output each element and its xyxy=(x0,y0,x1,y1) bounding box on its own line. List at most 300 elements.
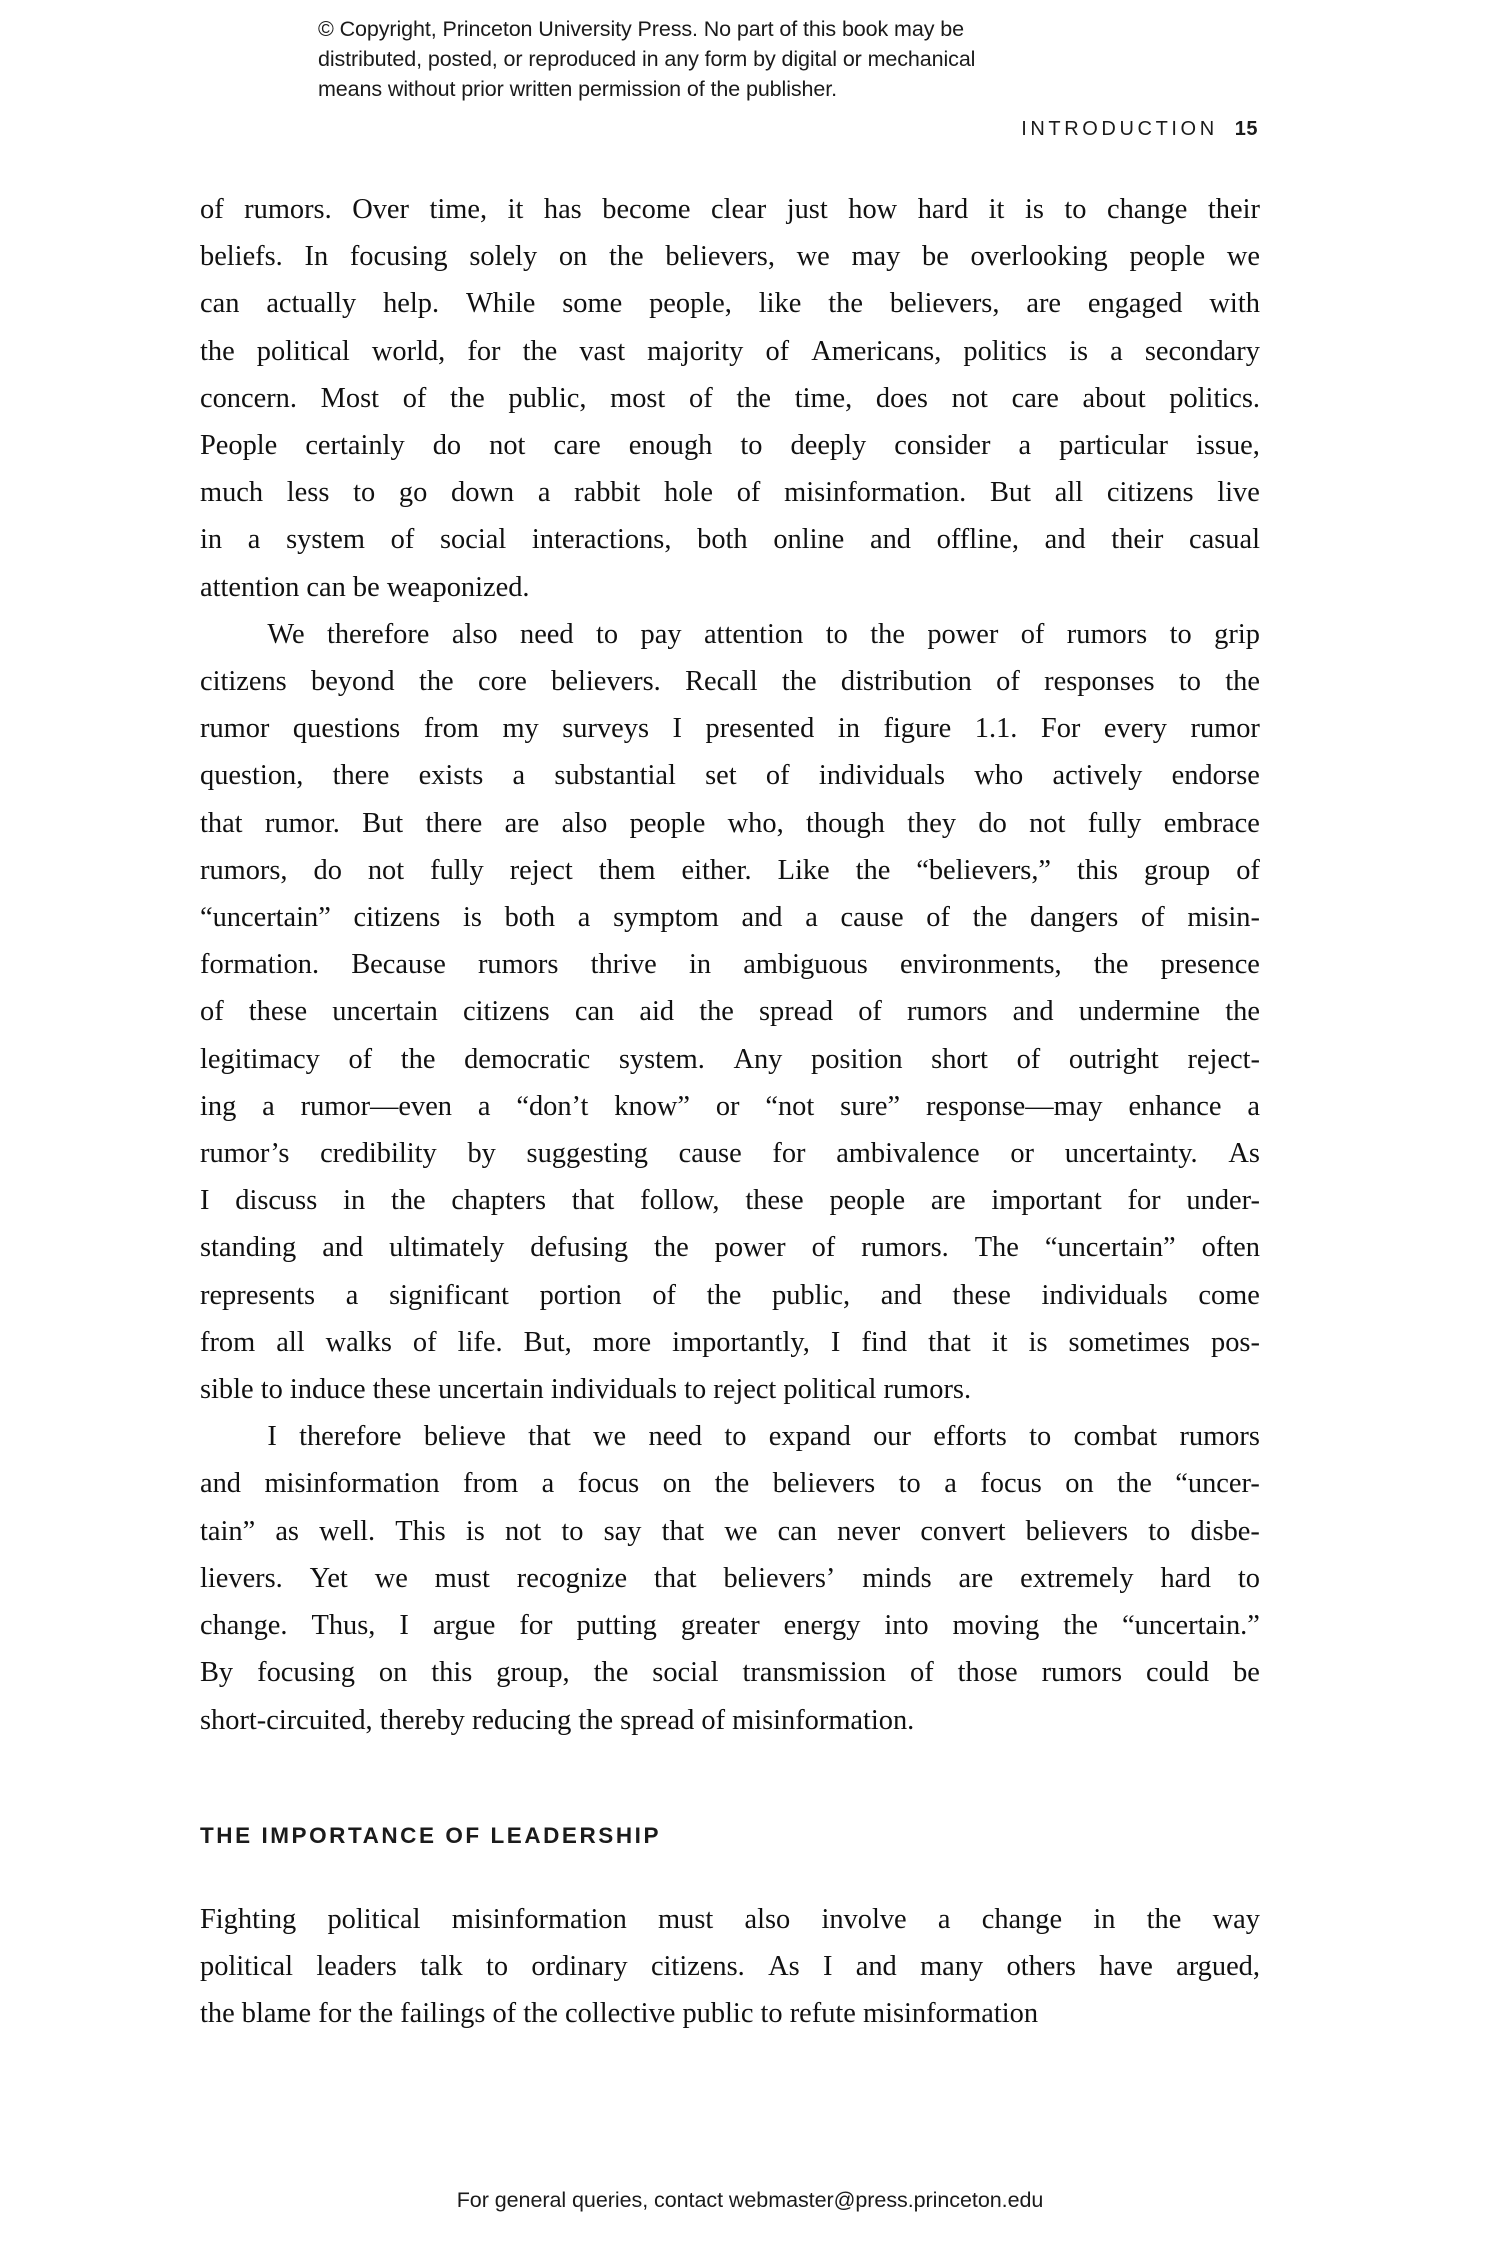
body-text xyxy=(200,186,1260,1744)
text-line xyxy=(200,186,1260,233)
word: that xyxy=(200,807,243,839)
word: Americans, xyxy=(811,335,942,367)
word: of xyxy=(200,194,224,225)
word: Over xyxy=(352,194,409,225)
word: from xyxy=(463,1468,519,1500)
word: the xyxy=(400,1043,436,1075)
word: or xyxy=(715,1090,740,1122)
word: a xyxy=(1110,335,1123,367)
text-line xyxy=(200,1555,1260,1602)
word: citizens. xyxy=(650,1951,745,1983)
word: a xyxy=(345,1279,359,1311)
word: the xyxy=(1117,1468,1152,1500)
word: casual xyxy=(1189,524,1260,556)
word: power xyxy=(927,618,999,650)
word: the xyxy=(699,996,734,1028)
word: convert xyxy=(920,1515,1006,1547)
word: fully xyxy=(430,854,484,886)
word: distribution xyxy=(840,666,972,698)
text-line xyxy=(200,658,1260,705)
word: Thus, xyxy=(311,1610,376,1642)
word: is xyxy=(462,902,482,934)
word: vast xyxy=(579,335,626,367)
word: change xyxy=(981,1904,1063,1935)
word: overlooking xyxy=(970,241,1108,273)
word: undermine xyxy=(1078,996,1201,1028)
word: to xyxy=(1237,1562,1260,1594)
word: and xyxy=(200,1468,241,1500)
word: to xyxy=(353,477,376,509)
word: represents xyxy=(200,1279,316,1311)
word: all xyxy=(1054,477,1084,509)
word: in xyxy=(1093,1904,1116,1935)
word: the xyxy=(593,1657,629,1689)
word: rumor—even xyxy=(300,1090,453,1122)
word: who, xyxy=(727,807,784,839)
word: question, xyxy=(200,760,304,792)
word: often xyxy=(1201,1232,1260,1264)
word: by xyxy=(467,1138,496,1170)
text-line xyxy=(200,847,1260,894)
word: of xyxy=(390,524,415,556)
word: In xyxy=(304,241,329,273)
word: on xyxy=(1065,1468,1094,1500)
word: individuals xyxy=(1041,1279,1168,1311)
word: the xyxy=(855,854,891,886)
word: formation. xyxy=(200,949,320,981)
word: care xyxy=(1011,382,1059,414)
section-heading: THE IMPORTANCE OF LEADERSHIP xyxy=(200,1823,661,1848)
word: ultimately xyxy=(389,1232,505,1264)
word: legitimacy xyxy=(200,1043,320,1075)
word: we xyxy=(724,1515,758,1547)
word: to xyxy=(561,1515,584,1547)
word: though xyxy=(806,807,885,839)
word: particular xyxy=(1059,430,1168,462)
word: minds xyxy=(862,1562,932,1594)
word: The xyxy=(974,1232,1019,1264)
word: uncertain xyxy=(332,996,438,1028)
text-line xyxy=(200,1224,1260,1271)
word: political xyxy=(327,1904,421,1935)
word: as xyxy=(275,1515,299,1547)
word: As xyxy=(1228,1138,1260,1170)
word: less xyxy=(286,477,330,509)
text-line xyxy=(200,1602,1260,1649)
text-line xyxy=(200,375,1260,422)
text-line xyxy=(200,328,1260,375)
word: politics. xyxy=(1169,382,1260,414)
word: thrive xyxy=(590,949,657,981)
text-line xyxy=(200,752,1260,799)
word: hard xyxy=(917,194,969,225)
word: set xyxy=(705,760,737,792)
word: the xyxy=(418,666,454,698)
word: time, xyxy=(429,194,488,225)
word: not xyxy=(1029,807,1066,839)
word: or xyxy=(1010,1138,1034,1170)
word: credibility xyxy=(320,1138,437,1170)
word: ambiguous xyxy=(743,949,868,981)
word: their xyxy=(1207,194,1260,225)
copyright-line: means without prior written permission of the publisher. xyxy=(318,77,838,101)
page-number: 15 xyxy=(1234,118,1258,140)
word: presented xyxy=(705,713,815,745)
word: attention xyxy=(703,618,804,650)
word: is xyxy=(1024,194,1044,225)
word: hard xyxy=(1160,1562,1211,1594)
word: the xyxy=(1146,1904,1182,1935)
word: others xyxy=(1006,1951,1076,1983)
word: argued, xyxy=(1176,1951,1260,1983)
word: the xyxy=(1063,1610,1098,1642)
word: expand xyxy=(768,1421,851,1453)
word: a xyxy=(577,902,591,934)
word: the xyxy=(972,902,1008,934)
word: more xyxy=(592,1326,652,1358)
word: extremely xyxy=(1020,1562,1134,1594)
word: of xyxy=(1141,902,1165,934)
word: outright xyxy=(1068,1043,1159,1075)
word: spread xyxy=(759,996,834,1028)
word: people xyxy=(829,1185,906,1217)
word: a xyxy=(1247,1090,1260,1122)
word: rumors xyxy=(1041,1657,1123,1689)
text-line xyxy=(200,280,1260,327)
word: defusing xyxy=(530,1232,629,1264)
word: I xyxy=(200,1185,210,1217)
word: the xyxy=(870,618,905,650)
word: believers, xyxy=(889,288,1000,320)
word: I xyxy=(399,1610,409,1642)
word: of xyxy=(1016,1043,1041,1075)
text-line: the blame for the failings of the collective public to refute misinformation xyxy=(200,1998,1039,2030)
word: lievers. xyxy=(200,1562,283,1594)
copyright-notice xyxy=(318,14,1158,104)
word: a xyxy=(247,524,261,556)
word: not xyxy=(504,1515,542,1547)
word: fully xyxy=(1087,807,1142,839)
word: those xyxy=(957,1657,1018,1689)
word: But, xyxy=(523,1326,572,1358)
word: there xyxy=(425,807,483,839)
word: rumor xyxy=(1190,713,1260,745)
word: offline, xyxy=(936,524,1019,556)
word: of xyxy=(1236,854,1260,886)
word: a xyxy=(477,1090,491,1122)
word: their xyxy=(1111,524,1164,556)
word: into xyxy=(884,1610,929,1642)
paragraph xyxy=(200,186,1260,611)
word: this xyxy=(431,1657,473,1689)
word: much xyxy=(200,477,264,509)
word: short xyxy=(931,1043,988,1075)
word: help. xyxy=(383,288,440,320)
word: ambivalence xyxy=(836,1138,980,1170)
word: actively xyxy=(1052,760,1143,792)
word: online xyxy=(773,524,845,556)
word: and xyxy=(880,1279,922,1311)
word: enough xyxy=(628,430,713,462)
text-line: short-circuited, thereby reducing the spread of misinformation. xyxy=(200,1704,915,1736)
text-line xyxy=(200,469,1260,516)
word: public, xyxy=(508,382,587,414)
word: and xyxy=(322,1232,364,1264)
word: believers xyxy=(1025,1515,1129,1547)
text-line: attention can be weaponized. xyxy=(200,571,530,603)
word: in xyxy=(200,524,223,556)
word: time, xyxy=(794,382,853,414)
copyright-line: © Copyright, Princeton University Press. No part of this book may be xyxy=(318,17,964,41)
word: from xyxy=(200,1326,256,1358)
word: rumors xyxy=(477,949,559,981)
word: to xyxy=(486,1951,509,1983)
word: embrace xyxy=(1163,807,1260,839)
word: the xyxy=(706,1279,742,1311)
word: also xyxy=(744,1904,791,1935)
word: the xyxy=(1093,949,1129,981)
word: the xyxy=(1225,666,1260,698)
word: system xyxy=(286,524,365,556)
word: we xyxy=(593,1421,627,1453)
word: go xyxy=(398,477,428,509)
word: significant xyxy=(389,1279,509,1311)
word: uncertainty. xyxy=(1064,1138,1198,1170)
word: a xyxy=(937,1904,951,1935)
word: misinformation xyxy=(451,1904,627,1935)
running-head-title: INTRODUCTION xyxy=(1021,118,1218,140)
word: secondary xyxy=(1144,335,1260,367)
word: a xyxy=(512,760,526,792)
word: group, xyxy=(496,1657,570,1689)
word: like xyxy=(758,288,802,320)
word: not xyxy=(489,430,526,462)
word: Like xyxy=(777,854,830,886)
word: on xyxy=(558,241,588,273)
word: beliefs. xyxy=(200,241,283,273)
word: figure xyxy=(883,713,952,745)
word: them xyxy=(598,854,656,886)
word: political xyxy=(200,1951,294,1983)
text-line xyxy=(200,1272,1260,1319)
text-line xyxy=(200,1649,1260,1696)
word: substantial xyxy=(554,760,676,792)
word: to xyxy=(898,1468,921,1500)
word: for xyxy=(772,1138,806,1170)
word: misinformation. xyxy=(784,477,967,509)
text-line xyxy=(200,1319,1260,1366)
word: can xyxy=(200,288,240,320)
word: democratic xyxy=(464,1043,591,1075)
word: argue xyxy=(432,1610,496,1642)
word: system. xyxy=(618,1043,705,1075)
word: group xyxy=(1144,854,1211,886)
word: not xyxy=(951,382,988,414)
word: to xyxy=(1169,618,1192,650)
word: on xyxy=(662,1468,692,1500)
word: down xyxy=(451,477,515,509)
word: this xyxy=(1077,854,1119,886)
word: citizens xyxy=(353,902,441,934)
word: social xyxy=(652,1657,719,1689)
word: grip xyxy=(1214,618,1260,650)
word: these xyxy=(745,1185,804,1217)
word: is xyxy=(1028,1326,1048,1358)
word: I xyxy=(830,1326,841,1358)
word: focus xyxy=(577,1468,640,1500)
word: the xyxy=(714,1468,750,1500)
word: public, xyxy=(772,1279,851,1311)
word: are xyxy=(504,807,540,839)
word: social xyxy=(439,524,507,556)
word: under- xyxy=(1186,1185,1260,1217)
word: sure” xyxy=(840,1090,901,1122)
word: 1.1. xyxy=(974,713,1018,745)
word: to xyxy=(740,430,763,462)
word: ing xyxy=(200,1090,237,1122)
copyright-line: distributed, posted, or reproduced in any form by digital or mechanical xyxy=(318,47,976,71)
word: rumors. xyxy=(861,1232,949,1264)
word: of xyxy=(689,382,713,414)
word: in xyxy=(688,949,712,981)
word: “not xyxy=(765,1090,815,1122)
word: a xyxy=(537,477,551,509)
word: talk xyxy=(420,1951,463,1983)
word: have xyxy=(1099,1951,1153,1983)
word: focusing xyxy=(257,1657,355,1689)
word: know” xyxy=(614,1090,690,1122)
word: individuals xyxy=(818,760,946,792)
word: cause xyxy=(678,1138,742,1170)
word: most xyxy=(610,382,666,414)
word: does xyxy=(875,382,928,414)
word: standing xyxy=(200,1232,297,1264)
word: issue, xyxy=(1195,430,1260,462)
word: need xyxy=(648,1421,703,1453)
running-head xyxy=(1021,118,1258,141)
word: responses xyxy=(1044,666,1155,698)
word: of xyxy=(736,477,761,509)
text-line xyxy=(200,422,1260,469)
word: ordinary xyxy=(531,1951,628,1983)
word: disbe- xyxy=(1190,1515,1260,1547)
word: sometimes xyxy=(1068,1326,1190,1358)
word: of xyxy=(996,666,1020,698)
word: a xyxy=(541,1468,555,1500)
word: greater xyxy=(680,1610,760,1642)
word: a xyxy=(944,1468,957,1500)
word: rumors xyxy=(1179,1421,1260,1453)
word: it xyxy=(991,1326,1008,1358)
word: Fighting xyxy=(200,1904,297,1935)
text-line: sible to induce these uncertain individuals to reject political rumors. xyxy=(200,1374,972,1406)
text-line xyxy=(200,1177,1260,1224)
word: from xyxy=(423,713,479,745)
word: environments, xyxy=(899,949,1062,981)
word: people xyxy=(1129,241,1206,273)
word: in xyxy=(837,713,860,745)
text-line xyxy=(200,1508,1260,1555)
text-line xyxy=(200,516,1260,563)
word: But xyxy=(989,477,1032,509)
word: questions xyxy=(292,713,401,745)
word: For xyxy=(1040,713,1081,745)
word: the xyxy=(1225,996,1260,1028)
word: rumors xyxy=(907,996,988,1028)
text-line xyxy=(200,1036,1260,1083)
word: must xyxy=(434,1562,490,1594)
word: We xyxy=(267,618,305,650)
word: that xyxy=(661,1515,705,1547)
word: actually xyxy=(266,288,357,320)
text-line xyxy=(200,705,1260,752)
word: solely xyxy=(469,241,538,273)
word: beyond xyxy=(311,666,395,698)
word: these xyxy=(952,1279,1011,1311)
word: for xyxy=(519,1610,553,1642)
word: some xyxy=(562,288,623,320)
word: misin- xyxy=(1187,902,1260,934)
word: rumors, xyxy=(200,854,288,886)
word: every xyxy=(1103,713,1167,745)
word: reject- xyxy=(1187,1043,1260,1075)
word: are xyxy=(1026,288,1062,320)
word: to xyxy=(724,1421,747,1453)
word: of xyxy=(765,760,790,792)
word: endorse xyxy=(1171,760,1260,792)
word: both xyxy=(504,902,556,934)
word: interactions, xyxy=(531,524,672,556)
word: As xyxy=(768,1951,800,1983)
word: and xyxy=(855,1951,897,1983)
word: hole xyxy=(664,477,714,509)
paragraph xyxy=(200,1413,1260,1743)
word: citizens xyxy=(1106,477,1194,509)
word: are xyxy=(930,1185,966,1217)
word: a xyxy=(1018,430,1032,462)
word: both xyxy=(697,524,748,556)
word: can xyxy=(574,996,615,1028)
word: the xyxy=(200,335,235,367)
word: also xyxy=(561,807,608,839)
word: consider xyxy=(894,430,991,462)
word: citizens xyxy=(200,666,287,698)
word: “uncertain” xyxy=(1044,1232,1176,1264)
word: we xyxy=(796,241,830,273)
word: putting xyxy=(576,1610,657,1642)
word: reject xyxy=(509,854,573,886)
word: world, xyxy=(371,335,446,367)
word: our xyxy=(873,1421,911,1453)
word: how xyxy=(848,194,898,225)
word: and xyxy=(741,902,783,934)
word: well. xyxy=(319,1515,376,1547)
word: I xyxy=(672,713,682,745)
word: “uncertain.” xyxy=(1121,1610,1260,1642)
word: for xyxy=(1127,1185,1161,1217)
word: never xyxy=(837,1515,901,1547)
word: many xyxy=(920,1951,984,1983)
word: of xyxy=(910,1657,934,1689)
word: energy xyxy=(783,1610,861,1642)
word: follow, xyxy=(640,1185,720,1217)
word: engaged xyxy=(1087,288,1183,320)
word: This xyxy=(395,1515,446,1547)
word: involve xyxy=(821,1904,907,1935)
word: of xyxy=(402,382,427,414)
word: therefore xyxy=(326,618,430,650)
word: and xyxy=(1044,524,1086,556)
